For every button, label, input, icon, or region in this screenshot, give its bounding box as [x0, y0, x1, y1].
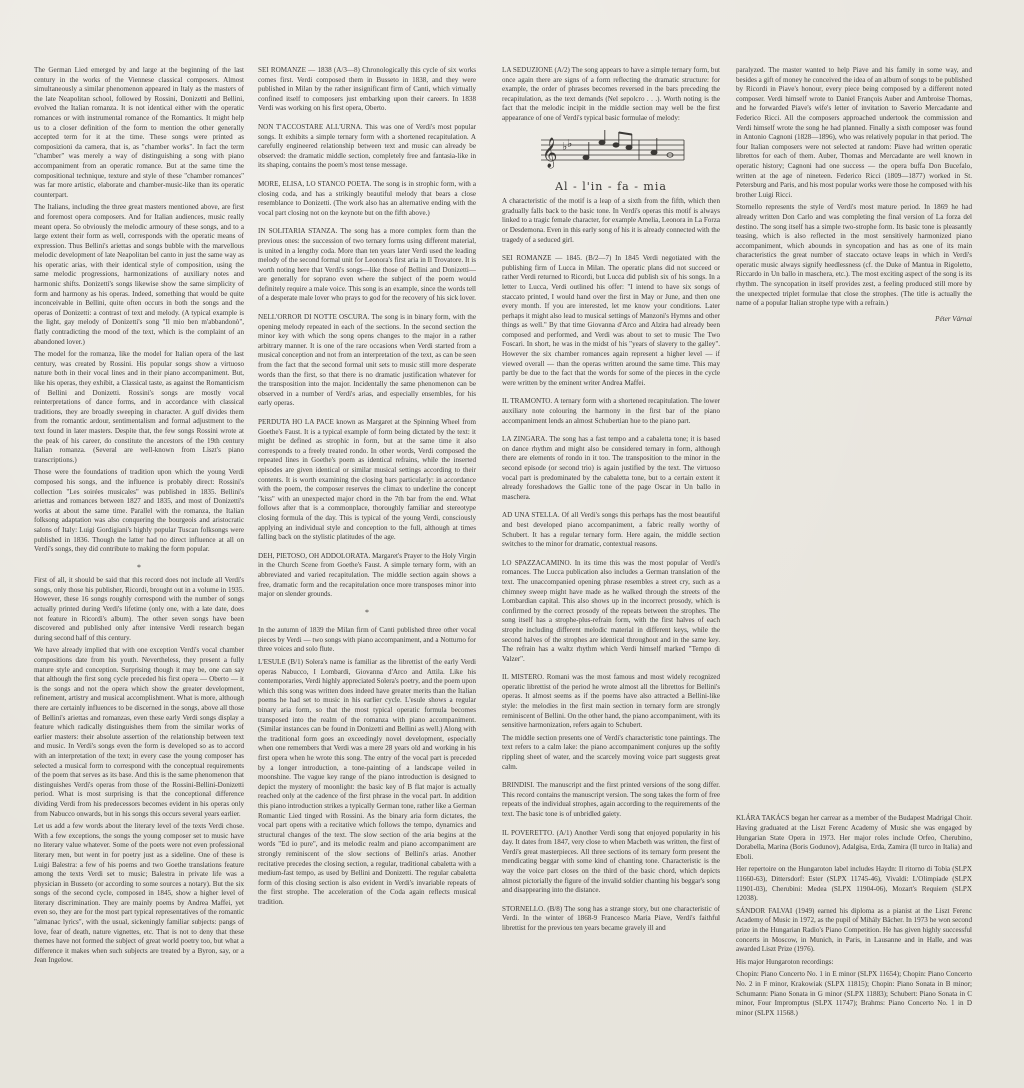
song-il-poveretto: IL POVERETTO. (A/1) Another Verdi song that enjoyed popularity in his day. It dates from 1847, very close to when Macbeth was written, the first of Verdi's great masterpieces. All three sections of its ternary form present the mendicating beggar with some kind of chanting tone. Characteristic is the way the voice part closes on the third of the basic chord, which depicts almost pictorially the figure of the invalid soldier chanting his beggar's song and disappearing into the distance.	[502, 828, 720, 895]
rossini-paragraph: The model for the romanza, like the model for Italian opera of the last century, was created by Rossini. His popular songs show a virtuoso nature both in their vocal lines and in their piano accompaniment. But, like his operas, they exhibit, a Classical taste, as against the Romanticism of Bellini and Donizetti. Rossini's songs are mostly vocal reinterpretations of dance forms, and in accordance with classical traditions, they are broadly sweeping in character. A gulf divides them from the romantic ardour, sentimentalism and formal adjustment to the text found in later masters. Despite that, the few songs Rossini wrote at the peak of his career, do constitute the ancestors of the 19th century Italian romanza. (Several are well-known from Liszt's piano transcriptions.)	[34, 350, 244, 464]
song-deh-pietoso: DEH, PIETOSO, OH ADDOLORATA. Margaret's Prayer to the Holy Virgin in the Church Scene from Goethe's Faust. A simple ternary form, with an abbreviated and varied recapitulation. The middle section again shows a free, dramatic form and the recapitulation once more transposes minor into major on slender grounds.	[258, 551, 476, 599]
falvai-recordings-heading: His major Hungaroton recordings:	[736, 957, 834, 966]
italians-paragraph: The Italians, including the three great masters mentioned above, are first and foremost opera composers. And for Italian audiences, music really meant opera. So obviously the melodic armoury of these songs, and to a large extent their form as well, corresponds with the operatic means of expression. Thus Bellini's ariettas and songs bubble with the marvellous melodic development of late Neapolitan bel canto in just the same way as his operatic arias, with their identical style of composition, using the same melodic progressions, harmonizations of auxiliary notes and harmonic shifts. Donizetti's songs likewise show the same simplicity of form and harmony as his operas. Indeed, something that would be quite inconceivable in Bellini, quite often occurs in both the songs and the operas of Donizetti: a contrast of text and melody. (A typical example is the light, gay melody of Donizetti's song "Il mio ben m'abbandonò", flatly contradicting the mood of the text, which is the complaint of an abandoned lover.)	[34, 203, 244, 346]
section-divider: *	[365, 607, 369, 617]
artist-bio-falvai: SÁNDOR FALVAI (1949) earned his diploma as a pianist at the Liszt Ferenc Academy of Music in 1972, as the pupil of Mihály Bächer. In 1973 he won second prize in the Hungarian Radio's Piano Competition. He has given highly successful concerts in Moscow, in Munich, in Paris, in Lausanne and in Halle, and was awarded Liszt Prize (1976).	[736, 906, 972, 954]
mistero-middle-paragraph: The middle section presents one of Verdi's characteristic tone paintings. The text refers to a calm lake: the piano accompaniment conjures up the softly rippling sheet of water, and the scarcely moving voice part suggests great calm.	[502, 733, 720, 771]
song-la-zingara: LA ZINGARA. The song has a fast tempo and a cabaletta tone; it is based on dance rhythm and might also be considered ternary in form, although there are elements of rondo in it too. The transposition to the minor in the second episode (or second trio) is again justified by the text. The virtuoso vocal part is predominated by the cabaletta tone, but to a certain extent it already foreshadows the Gallic tone of the page Oscar in Un ballo in maschera.	[502, 435, 720, 501]
song-brindisi: BRINDISI. The manuscript and the first printed versions of the song differ. This record contains the manuscript version. The song takes the form of free repeats of the individual strophes, again according to the requirements of the text. The basic tone is of unbridled gaiety.	[502, 781, 720, 818]
svg-text:♭: ♭	[562, 139, 568, 153]
falvai-recordings-list: Chopin: Piano Concerto No. 1 in E minor (SLPX 11654); Chopin: Piano Concerto No. 2 in F minor, Krakowiak (SLPX 11815); Chopin: Piano Sonata in B minor; Schumann: Piano Sonata in G minor (SLPX 11883); Schubert: Piano Sonata in C minor, Four Impromptus (SLPX 11747); Brahms: Piano Concerto No. 1 in D minor (SLPX 11568.)	[736, 970, 972, 1017]
column-2	[258, 66, 476, 1076]
stornello-continued: paralyzed. The master wanted to help Piave and his family in some way, and besides a gift of money he conceived the idea of an album of songs to be published by Ricordi in Piave's honour, every piece being composed by a different noted composer. Verdi himself wrote to Daniel François Auber and Ambroise Thomas, and he forwarded Piave's wife's letter of invitation to Saverio Mercadante and Federico Ricci. All the composers approached undertook the commission and Verdi himself wrote the song he had planned. Finally a sixth composer was found in Antonio Cagnoni (1828—1896), who was relatively popular in that period. The four Italian composers were not selected at random: Piave had written operatic librettos for each of them. Auber, Thomas and Mercadante are well known in operatic history; Cagnoni had one success — the opera buffa Don Bucefalo, written at the age of nineteen. Federico Ricci (1809—1877) worked in St. Petersburg and Paris, and his most popular works were those he composed with his brother Luigi Ricci.	[736, 66, 972, 199]
literary-level-paragraph: Let us add a few words about the literary level of the texts Verdi chose. With a few exceptions, the songs the young composer set to music have no literary value whatever. Some of the poets were not even professional literary men, but went in for poetry just as a sideline. One of these is Luigi Balestra: a few of his poems and two Goethe translations feature among the texts Verdi set to music; Balestra in private life was a physician in Busseto (or according to some sources a notary). But the six songs of the second cycle, composed in 1845, show a higher level of literary discrimination. They are mainly poems by Andrea Maffei, yet even so, they are for the most part typical representatives of the romantic "almanac lyrics", with the usual, sickeningly familiar subjects: pangs of love, fear of death, nature vignettes, etc. That is not to deny that these themes have not formed the subject of great world poetry too, but what a difference it makes when such subjects are treated by a Byron, say, or a Jean Ingelow.	[34, 822, 244, 965]
music-notation-figure	[536, 130, 686, 188]
sei-romanze-1838: SEI ROMANZE — 1838 (A/3—8) Chronologically this cycle of six works comes first. Verdi composed them in Busseto in 1838, and they were published in Milan by the rather insignificant firm of Canti, which virtually confined itself to composers just embarking upon their careers. In 1838 Verdi was working on his first opera, Oberto.	[258, 66, 476, 113]
song-stornello: STORNELLO. (B/8) The song has a strange story, but one characteristic of Verdi. In the winter of 1868-9 Francesco Maria Piave, Verdi's faithful librettist for the previous ten years became gravely ill and	[502, 904, 720, 932]
sei-romanze-1845: SEI ROMANZE — 1845. (B/2—7) In 1845 Verdi negotiated with the publishing firm of Lucca in Milan. The operatic plans did not succeed or rather Verdi returned to Ricordi, but Lucca did publish six of his songs. In a letter to Lucca, Verdi outlined his offer: "I intend to have six songs of staccato printed, I would hand over the first in May or June, and then one every month. If you are interested, let me know your conditions. Later perhaps it might also lead to musical settings of Manzoni's Hymns and other things as well." By that time Giovanna d'Arco and Alzira had already been composed and performed, and Verdi was about to set to music The Two Foscari. In short, he was in the midst of his "years of slavery to the galley". However the six chamber romances again represent a higher level — if viewed overall — than the operas written around the same time. This may partly be due to the fact that the words for some of the pieces in the cycle were written by the eminent writer Andrea Maffei.	[502, 254, 720, 387]
song-nellorror: NELL'ORROR DI NOTTE OSCURA. The song is in binary form, with the opening melody repeated in each of the sections. In the second section the minor key with which the song opens changes to the major in a rather arbitrary manner. It is one of the rare occasions when Verdi started from a musical conception and not from an interpretation of the text, as can be seen from the fact that the second formal unit sets to music still more desperate words than the first, so that there is no dramatic justification whatever for the transposition into the major. Incidentally the same phenomenon can be observed in a number of Verdi's arias, and especially ensembles, for his early operas.	[258, 313, 476, 408]
canti-1839-paragraph: In the autumn of 1839 the Milan firm of Canti published three other vocal pieces by Verdi — two songs with piano accompaniment, and a Notturno for three voices and solo flute.	[258, 626, 476, 654]
notation-lyrics: Al - l'in - fa - mia	[555, 179, 667, 193]
song-la-seduzione: LA SEDUZIONE (A/2) The song appears to have a simple ternary form, but once again there are signs of a form reflecting the dramatic structure: for example, the order of phrases becomes reversed in the bars preceding the recapitulation, as the text demands (Nel sepolcro . . .). Worth noting is the fact that the melodic incipit in the middle section may well be the first appearance of one of Verdi's typical basic formulae of melody:	[502, 66, 720, 122]
foundations-paragraph: Those were the foundations of tradition upon which the young Verdi composed his songs, and the influence is probably direct: Rossini's collection "Les soirées musicales" was published in 1835. Bellini's ariettas and romances between 1827 and 1835, and most of Donizetti's works at about the same time. Parallel with the romanza, the Italian folksong adaptation was also conquering the bourgeois and aristocratic salons of Italy: Luigi Gordigiani's highly popular Tuscan folksongs were published in 1836. Though the latter had no direct influence at all on Verdi's songs, they did contribute to making the form popular.	[34, 468, 244, 554]
section-divider: *	[137, 562, 141, 572]
song-lesule: L'ESULE (B/1) Solera's name is familiar as the librettist of the early Verdi operas Nabucco, I Lombardi, Giovanna d'Arco and Attila. Like his contemporaries, Verdi highly appreciated Solera's poetry, and the poem upon which this song was written does indeed have greater merits than the Italian poems he had set to music in his earlier cycle. L'esule shows a regular binary aria form, so that the most typical operatic formula becomes transposed into the realm of the romanza with piano accompaniment. (Similar instances can be found in Donizetti and Bellini as well.) Along with the traditional form goes an exceedingly novel development, especially when one remembers that Verdi was a mere 28 years old and working in his first opera when he wrote this song. The entry of the vocal part is preceded by a longer introduction, a tone-painting of a landscape veiled in moonshine. The vague key range of the piano introduction is designed to depict the mystery of moonlight: the basic key of B flat major is actually reached only at the cadence of the first phrase in the vocal part. In addition this piano introduction strikes a typically German tone, rather like a German Romantic Lied tinged with Rossini. As the binary aria form dictates, the vocal part opens with a recitative which follows the tempo, dynamics and structural changes of the text. The slow section of the aria begins at the words "Ed io pure", and its melodic realm and piano accompaniment are strongly reminiscent of the slow sections of Bellini's arias. Another recitative precedes the closing section, a regular, traditional cabaletta with a medium-fast tempo, as used by Bellini and Donizetti. The regular cabaletta form of this closing section is also evident in Verdi's invariable repeats of the first strophe. The acceleration of the Coda again reflects musical tradition.	[258, 658, 476, 906]
song-perduta-ho-la-pace: PERDUTA HO LA PACE known as Margaret at the Spinning Wheel from Goethe's Faust. It is a typical example of form being dictated by the text: it might be defined as strophic in form, but at the same time it also corresponds to a freely treated rondo. In other words, Verdi composed the repeated lines in Goethe's poem as identical refrains, while the inserted episodes are given identical or similar musical settings according to their contents. It is worth examining the closing bars particularly: in accordance with the poem, the composer reserves the climax to underline the concept "kiss" with an unexpected major chord in the 7th bar from the end. What follows after that is a commonplace, thoroughly familiar and stereotype closing formula of the day. This is typical of the young Verdi, consciously applying an individual style and conception to the full, although at times falling back on the stylistic platitudes of the age.	[258, 418, 476, 542]
song-non-taccostare: NON T'ACCOSTARE ALL'URNA. This was one of Verdi's most popular songs. It exhibits a simple ternary form with a shortened recapitulation. A carefully engineered relationship between text and music can already be observed: the dramatic middle section, completely free and fantasia-like in its shaping, contains the poem's most tense message.	[258, 122, 476, 170]
song-more-elisa: MORE, ELISA, LO STANCO POETA. The song is in strophic form, with a closing coda, and has a strikingly beautiful melody that bears a close resemblance to Donizetti. (The work also has an alternative ending with the vocal part closing not on the keynote but on the fifth above.)	[258, 179, 476, 217]
column-1	[34, 66, 244, 1076]
stornello-style-paragraph: Stornello represents the style of Verdi's most mature period. In 1869 he had already written Don Carlo and was completing the final version of La forza del destino. The song itself has a simple two-strophe form. Its basic tone is pleasantly teasing, which is also reflected in the most sensitively harmonized piano accompaniment, which abounds in syncopation and has as one of its main characteristics the great number of staccato octave leaps in which in Verdi's operatic music always signify heedlessness (cf. the Duke of Mantua in Rigoletto, Riccardo in Un ballo in maschera, etc.). The most exciting aspect of the song is its rhythm. The syncopation in itself provides zest, a feeling produced still more by the unexpected triplet formulae that close the strophes. (The title is actually the name of a popular Italian strophe type with a refrain.)	[736, 203, 972, 308]
column-4	[736, 66, 972, 1076]
youth-style-paragraph: We have already implied that with one exception Verdi's vocal chamber compositions date from his youth. Nevertheless, they present a fully mature style and conception. Surprising though it may be, one can say that although the first song cycle preceded his first opera — Oberto — it is the songs and not the opera which show the greater development, refinement, artistry and musical accomplishment. What is more, although there are certainly influences to be discerned in the songs, above all those of Bellini's ariettas and romanzas, even these early Verdi songs display a feature which radically distinguishes them from the similar works of earlier masters: their absolute assertion of the relationship between text and music. In Verdi's songs even the form is developed so as to accord with an interpretation of the text; in every case the young composer has selected a musical form to correspond with the conceptual requirements of the poem that serves as its base. And this is the same phenomenon that distinguishes Verdi's operas from those of the Rossini-Bellini-Donizetti period. What is most surprising is that the conceptional difference dividing Verdi from his predecessors becomes evident in his operas only from Nabucco onwards, but in his songs this occurs several years earlier.	[34, 646, 244, 818]
record-scope-paragraph: First of all, it should be said that this record does not include all Verdi's songs, only those his publisher, Ricordi, brought out in a volume in 1935. However, these 16 songs roughly correspond with the number of songs actually printed during Verdi's lifetime (only one, with a late date, does not feature in Ricordi's album). The other seven songs have been discovered and published only after intensive Verdi research began during second half of this century.	[34, 576, 244, 642]
takacs-repertoire: Her repertoire on the Hungaroton label includes Haydn: Il ritorno di Tobia (SLPX 11660-63), Dittersdorf: Ester (SLPX 11745-46), Vivaldi: L'Olimpiade (SLPX 11901-03), Cherubini: Medea (SLPX 11904-06), Mozart's Requiem (SLPX 12038).	[736, 865, 972, 903]
blank-area	[736, 324, 972, 814]
svg-text:𝄞: 𝄞	[542, 137, 558, 168]
song-lo-spazzacamino: LO SPAZZACAMINO. In its time this was the most popular of Verdi's romances. The Lucca publication also includes a German translation of the text. The unaccompanied opening phrase resembles a street cry, such as a chimney sweep might have made as he walked through the streets of the Lombardian capital. This also shows up in the incorrect prosody, which is confirmed by the correct prosody of the repeats between the strophes. The song itself has a strophe-plus-refrain form, with the first halves of each strophe including different melodic material in different keys, while the second halves of the strophes are identical throughout and in the same key. The refrain has a waltz rhythm which Verdi himself marked "Tempo di Valzer".	[502, 558, 720, 663]
author-signature: Péter Várnai	[935, 314, 972, 323]
song-il-mistero: IL MISTERO. Romani was the most famous and most widely recognized operatic librettist of the period he wrote almost all the librettos for Bellini's operas. It almost seems as if the poems have also attracted a Bellini-like style: the melodies in the first main section in ternary form are strongly reminiscent of Bellini. On the other hand, the piano accompaniment, with its sensitive harmonization, refers again to Schubert.	[502, 673, 720, 730]
song-ad-una-stella: AD UNA STELLA. Of all Verdi's songs this perhaps has the most beautiful and best developed piano accompaniment, a fabric really worthy of Schubert. It has a regular ternary form. Here again, the middle section switches to the minor for dramatic, contextual reasons.	[502, 511, 720, 549]
svg-text:♭: ♭	[567, 136, 573, 150]
column-3	[502, 66, 720, 1076]
song-il-tramonto: IL TRAMONTO. A ternary form with a shortened recapitulation. The lower auxiliary note colouring the harmony in the first bar of the piano accompaniment lends an almost Schubertian hue to the piano part.	[502, 397, 720, 425]
intro-paragraph: The German Lied emerged by and large at the beginning of the last century in the works of the Viennese classical composers. Almost simultaneously a similar phenomenon appeared in Italy as the masters of the late Neapolitan school, followed by Rossini, Donizetti and Bellini, evolved the Italian romanza. It is not identical either with the operatic romances or with instrumental romance of the Romantics. It might help us to a closer definition of the form to mention the other generally accepted term for it at the time. These songs were printed as composizioni da camera, that is, as "chamber works". In fact the term "chamber" was merely a way of distinguishing a song with piano accompaniment from an operatic romance. But at the same time the compositional technique, texture and style of these "chamber romances" was far more artistic, elaborate and chamber-music-like than its operatic counterpart.	[34, 66, 244, 199]
song-in-solitaria-stanza: IN SOLITARIA STANZA. The song has a more complex form than the previous ones: the succession of two ternary forms using different material, is united in a lengthy coda. More than ten years later Verdi used the leading melody of the second formal unit for Leonora's first aria in Il Trovatore. It is worth noting here that Verdi's songs—like those of Bellini and Donizetti—are generally for soprano even where the subject of the poem would definitely require a male voice. This song is an example, since the words tell of a desperate male lover who prays to god for the recovery of his sick lover.	[258, 227, 476, 303]
motif-paragraph: A characteristic of the motif is a leap of a sixth from the fifth, which then gradually falls back to the basic tone. In Verdi's operas this motif is always linked to a tragic female character, for example Amelia, Leonora in La Forza or Desdemona. Even in this early song of his it is already connected with the tragedy of a seduced girl.	[502, 197, 720, 244]
artist-bio-takacs: KLÁRA TAKÁCS began her carrear as a member of the Budapest Madrigal Choir. Having graduated at the Liszt Ferenc Academy of Music she was engaged by Hungarian State Opera in 1973. Her major roles include Orfeo, Cherubino, Dorabella, Marina (Boris Godunov), Adalgisa, Erda, Zamira (Il turco in Italia) and Eboli.	[736, 814, 972, 861]
